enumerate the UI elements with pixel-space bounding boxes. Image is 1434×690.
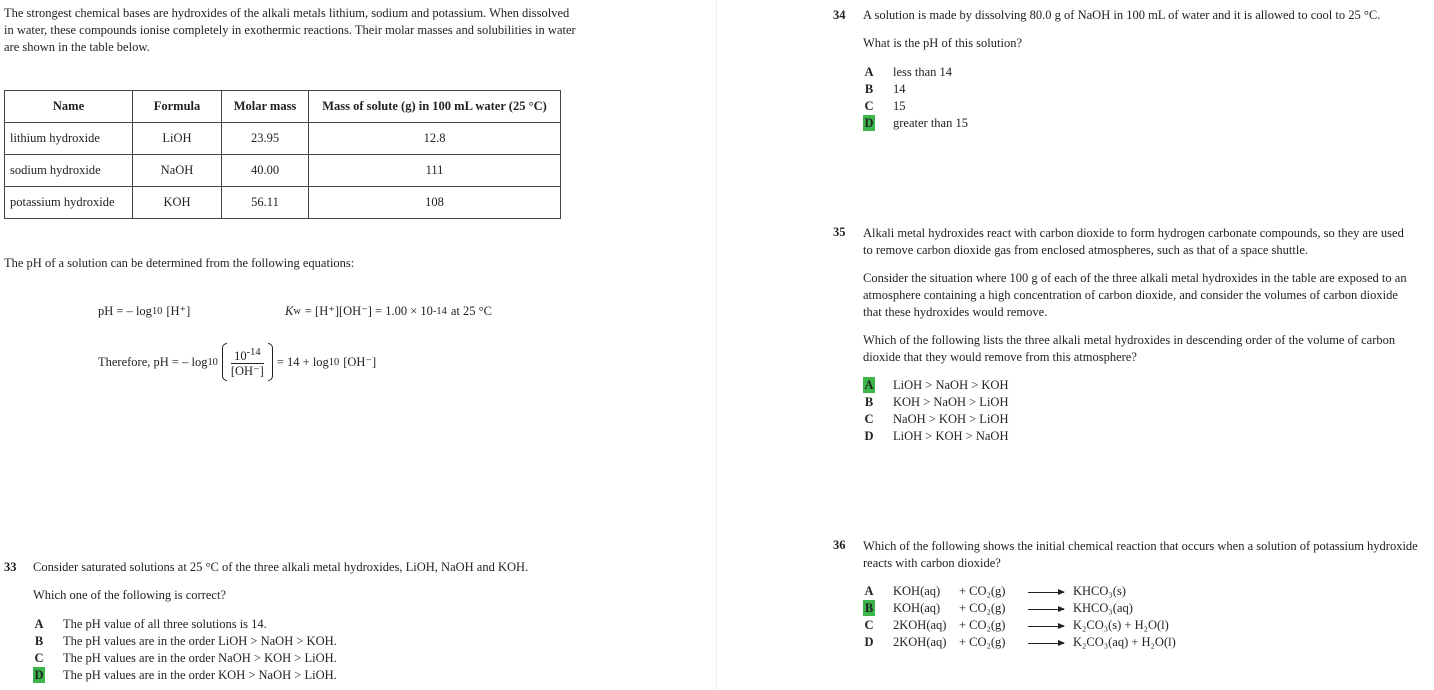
ask-line: Which of the following lists the three alkali metal hydroxides in descending order of the volume of carbon [863, 333, 1396, 347]
option-letter: B [864, 395, 874, 409]
option-text: less than 14 [893, 65, 953, 79]
question-35-number: 35 [833, 225, 846, 239]
therefore-lhs: Therefore, pH = – log [98, 354, 208, 369]
product: K₂CO₃(s) + H₂O(l) [1073, 618, 1169, 632]
fraction [231, 346, 264, 378]
intro-line: The strongest chemical bases are hydroxides of the alkali metals lithium, sodium and potassium. When dissolved [4, 6, 570, 20]
product: KHCO₃(aq) [1073, 601, 1133, 615]
left-paren [222, 343, 227, 381]
option-text: NaOH > KOH > LiOH [893, 412, 1009, 426]
question-34-ask: What is the pH of this solution? [863, 36, 1023, 50]
question-34-number: 34 [833, 8, 846, 22]
q34-option-b[interactable] [863, 81, 906, 97]
table-cell: lithium hydroxide [5, 123, 133, 155]
q33-option-c[interactable] [33, 650, 337, 666]
option-letter-selected: B [864, 601, 874, 615]
table-cell: 40.00 [222, 155, 309, 187]
option-letter: A [864, 65, 874, 79]
reactant: KOH(aq) [893, 601, 941, 615]
option-letter: C [34, 651, 44, 665]
option-text: The pH values are in the order KOH > NaOH > LiOH. [63, 668, 337, 682]
kw-equation [285, 303, 492, 319]
option-letter: D [864, 635, 874, 649]
question-35-context [863, 270, 1433, 321]
table-row [5, 187, 561, 219]
co2-term: + CO₂(g) [959, 601, 1006, 615]
therefore-equation [98, 343, 376, 381]
column-header: Molar mass [222, 91, 309, 123]
q34-option-a[interactable] [863, 64, 953, 80]
ask-line: dioxide that they would remove from this atmosphere? [863, 350, 1137, 364]
kw-subscript: w [293, 305, 301, 317]
table-cell: 23.95 [222, 123, 309, 155]
question-34-stem: A solution is made by dissolving 80.0 g of NaOH in 100 mL of water and it is allowed to cool to 25 °C. [863, 8, 1381, 22]
intro-line: in water, these compounds ionise completely in exothermic reactions. Their molar masses and solubilities in water [4, 23, 576, 37]
stem-line: Alkali metal hydroxides react with carbon dioxide to form hydrogen carbonate compounds, so they are used [863, 226, 1404, 240]
option-letter: D [864, 429, 874, 443]
option-letter: B [864, 82, 874, 96]
column-header: Name [5, 91, 133, 123]
arrow-icon [1028, 617, 1064, 634]
q36-option-a[interactable] [863, 583, 1126, 599]
option-letter: C [864, 99, 874, 113]
reactant: 2KOH(aq) [893, 635, 947, 649]
table-cell: potassium hydroxide [5, 187, 133, 219]
table-cell: KOH [133, 187, 222, 219]
option-text: 15 [893, 99, 906, 113]
option-text: The pH values are in the order NaOH > KOH > LiOH. [63, 651, 337, 665]
co2-term: + CO₂(g) [959, 618, 1006, 632]
table-cell: sodium hydroxide [5, 155, 133, 187]
option-text: LiOH > NaOH > KOH [893, 378, 1009, 392]
q33-option-d[interactable] [33, 667, 337, 683]
table-cell: 108 [309, 187, 561, 219]
option-letter-selected: D [864, 116, 874, 130]
table-row [5, 155, 561, 187]
context-line: Consider the situation where 100 g of each of the three alkali metal hydroxides in the table are exposed to an [863, 271, 1407, 285]
context-line: that these hydroxides would remove. [863, 305, 1048, 319]
option-text: greater than 15 [893, 116, 968, 130]
reactant: 2KOH(aq) [893, 618, 947, 632]
option-letter: A [864, 584, 874, 598]
table-cell: 111 [309, 155, 561, 187]
question-33-stem: Consider saturated solutions at 25 °C of the three alkali metal hydroxides, LiOH, NaOH and KOH. [33, 560, 529, 574]
q36-option-d[interactable] [863, 634, 1176, 650]
q34-option-c[interactable] [863, 98, 906, 114]
option-letter: C [864, 618, 874, 632]
ph-equation [98, 303, 190, 319]
context-line: atmosphere containing a high concentration of carbon dioxide, and consider the volumes of carbon dioxide [863, 288, 1398, 302]
q33-option-a[interactable] [33, 616, 267, 632]
co2-term: + CO₂(g) [959, 584, 1006, 598]
column-header: Formula [133, 91, 222, 123]
result: = 14 + log [276, 354, 329, 369]
log-subscript: 10 [207, 356, 218, 368]
q34-option-d[interactable] [863, 115, 968, 131]
kw-tail: at 25 °C [450, 303, 492, 318]
solubility-table [4, 90, 561, 219]
table-cell: 12.8 [309, 123, 561, 155]
option-letter-selected: A [864, 378, 874, 392]
table-row [5, 123, 561, 155]
fraction-denominator: [OH⁻] [230, 364, 264, 379]
kw-exponent: -14 [432, 305, 447, 317]
column-header: Mass of solute (g) in 100 mL water (25 °C) [309, 91, 561, 123]
q35-option-b[interactable] [863, 394, 1009, 410]
intro-line: are shown in the table below. [4, 40, 150, 54]
option-letter-selected: D [34, 668, 44, 682]
arrow-icon [1028, 634, 1064, 651]
fraction-numerator: $10^{-14}$ [231, 346, 264, 364]
product: K₂CO₃(aq) + H₂O(l) [1073, 635, 1176, 649]
right-paren [268, 343, 273, 381]
question-33-number: 33 [4, 560, 17, 574]
table-cell: LiOH [133, 123, 222, 155]
question-35-ask [863, 332, 1433, 366]
ph-lhs: pH = – log [98, 303, 152, 318]
table-header-row [5, 91, 561, 123]
product: KHCO₃(s) [1073, 584, 1126, 598]
question-36-stem [863, 538, 1433, 572]
option-text: The pH values are in the order LiOH > NaOH > KOH. [63, 634, 337, 648]
q36-option-b[interactable] [863, 600, 1133, 616]
log-subscript: 10 [328, 356, 340, 368]
q35-option-c[interactable] [863, 411, 1009, 427]
result-tail: [OH⁻] [343, 355, 377, 369]
q35-option-a[interactable] [863, 377, 1009, 393]
ph-rhs: [H⁺] [166, 304, 191, 318]
stem-line: reacts with carbon dioxide? [863, 556, 1001, 570]
option-text: The pH value of all three solutions is 14. [63, 617, 267, 631]
arrow-icon [1028, 583, 1064, 600]
reactant: KOH(aq) [893, 584, 941, 598]
option-letter: B [34, 634, 44, 648]
question-36-number: 36 [833, 538, 846, 552]
option-text: LiOH > KOH > NaOH [893, 429, 1009, 443]
intro-paragraph [4, 5, 604, 56]
arrow-icon [1028, 600, 1064, 617]
question-35-stem [863, 225, 1433, 259]
stem-line: to remove carbon dioxide gas from enclosed atmospheres, such as that of a space shuttle. [863, 243, 1309, 257]
ph-intro: The pH of a solution can be determined from the following equations: [4, 256, 355, 270]
table-cell: NaOH [133, 155, 222, 187]
table-cell: 56.11 [222, 187, 309, 219]
option-text: KOH > NaOH > LiOH [893, 395, 1009, 409]
column-divider [716, 0, 717, 690]
option-letter: A [34, 617, 44, 631]
co2-term: + CO₂(g) [959, 635, 1006, 649]
option-text: 14 [893, 82, 906, 96]
kw-rhs: = [H⁺][OH⁻] = 1.00 × 10 [304, 304, 433, 318]
log-subscript: 10 [151, 305, 163, 317]
q33-option-b[interactable] [33, 633, 337, 649]
q36-option-c[interactable] [863, 617, 1169, 633]
stem-line: Which of the following shows the initial chemical reaction that occurs when a solution of potassium hydroxide [863, 539, 1418, 553]
kw-symbol: K [285, 303, 294, 318]
question-33-ask: Which one of the following is correct? [33, 588, 226, 602]
option-letter: C [864, 412, 874, 426]
q35-option-d[interactable] [863, 428, 1009, 444]
